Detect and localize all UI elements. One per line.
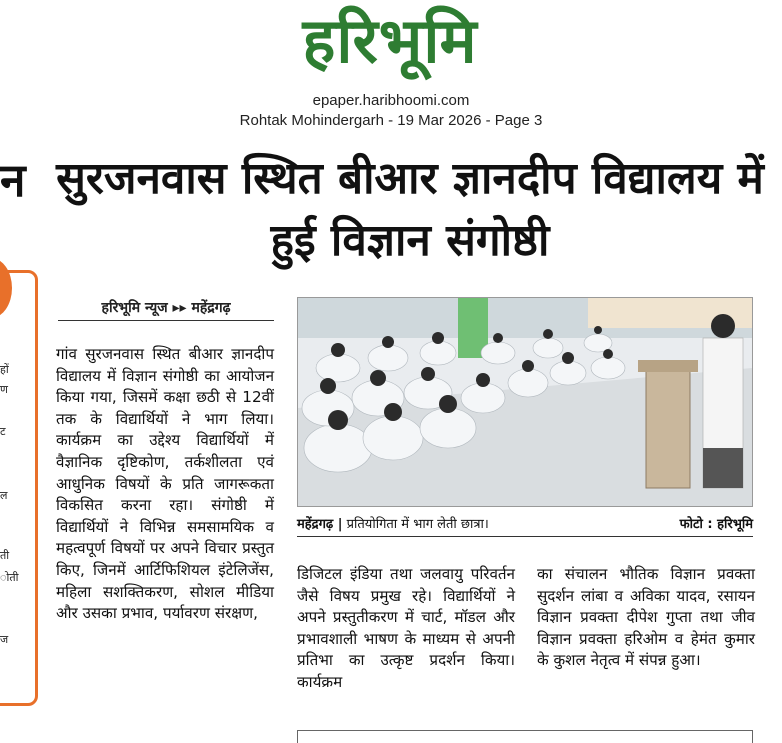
adjacent-text-line: ोती (0, 571, 19, 584)
next-article-box (297, 730, 753, 743)
article-byline: हरिभूमि न्यूज ▸▸ महेंद्रगढ़ (58, 298, 274, 321)
article-column-2: डिजिटल इंडिया तथा जलवायु परिवर्तन जैसे विषय प्रमुख रहे। विद्यार्थियों ने अपने प्रस्तुतीकरण में चार्ट, मॉडल और प्रभावशाली भाषण के माध्यम से अपनी प्रतिभा का उत्कृष्ट प्रदर्शन किया। कार्यक्रम (297, 565, 515, 691)
adjacent-headline-fragment: न (0, 153, 26, 207)
adjacent-text-line: हों (0, 363, 9, 376)
haribhoomi-logo[interactable]: हरिभूमि (302, 4, 478, 77)
epaper-url[interactable]: epaper.haribhoomi.com (312, 92, 470, 109)
adjacent-text-line: ट (0, 425, 6, 438)
adjacent-text-line: ती (0, 549, 10, 562)
edition-info: Rohtak Mohindergarh - 19 Mar 2026 - Page 3 (239, 112, 543, 129)
adjacent-text-line: ण (0, 383, 8, 396)
article-photo (297, 297, 753, 507)
students-seminar-photo (298, 298, 752, 506)
photo-credit: फोटो : हरिभूमि (679, 517, 753, 532)
photo-caption (297, 514, 753, 537)
caption-place: महेंद्रगढ़ | (297, 517, 343, 532)
article-column-1: गांव सुरजनवास स्थित बीआर ज्ञानदीप विद्यालय में विज्ञान संगोष्ठी का आयोजन किया गया, जिसमें कक्षा छठी से 12वीं तक के विद्यार्थियों ने भाग लिया। कार्यक्रम का उद्देश्य विद्यार्थियों में वैज्ञानिक दृष्टिकोण, तर्कशीलता एवं आधुनिक विषयों के प्रति जागरूकता विकसित करना रहा। संगोष्ठी में विद्यार्थियों ने विभिन्न समसामयिक व महत्वपूर्ण विषयों पर अपने विचार प्रस्तुत किए, जिनमें आर्टिफिशियल इंटेलिजेंस, महिला सशक्तिकरण, सोशल मीडिया और उसका प्रभाव, पर्यावरण संरक्षण, (56, 345, 274, 623)
article-column-3: का संचालन भौतिक विज्ञान प्रवक्ता सुदर्शन लांबा व अविका यादव, रसायन विज्ञान प्रवक्ता दीपेश गुप्ता तथा जीव विज्ञान प्रवक्ता हरिओम व हेमंत कुमार के कुशल नेतृत्व में संपन्न हुआ। (537, 565, 755, 670)
adjacent-text-line: ल (0, 489, 8, 502)
article-headline: सुरजनवास स्थित बीआर ज्ञानदीप विद्यालय में हुई विज्ञान संगोष्ठी (56, 153, 764, 266)
caption-text: प्रतियोगिता में भाग लेती छात्रा। (342, 517, 489, 532)
adjacent-text-line: ज (0, 633, 9, 646)
